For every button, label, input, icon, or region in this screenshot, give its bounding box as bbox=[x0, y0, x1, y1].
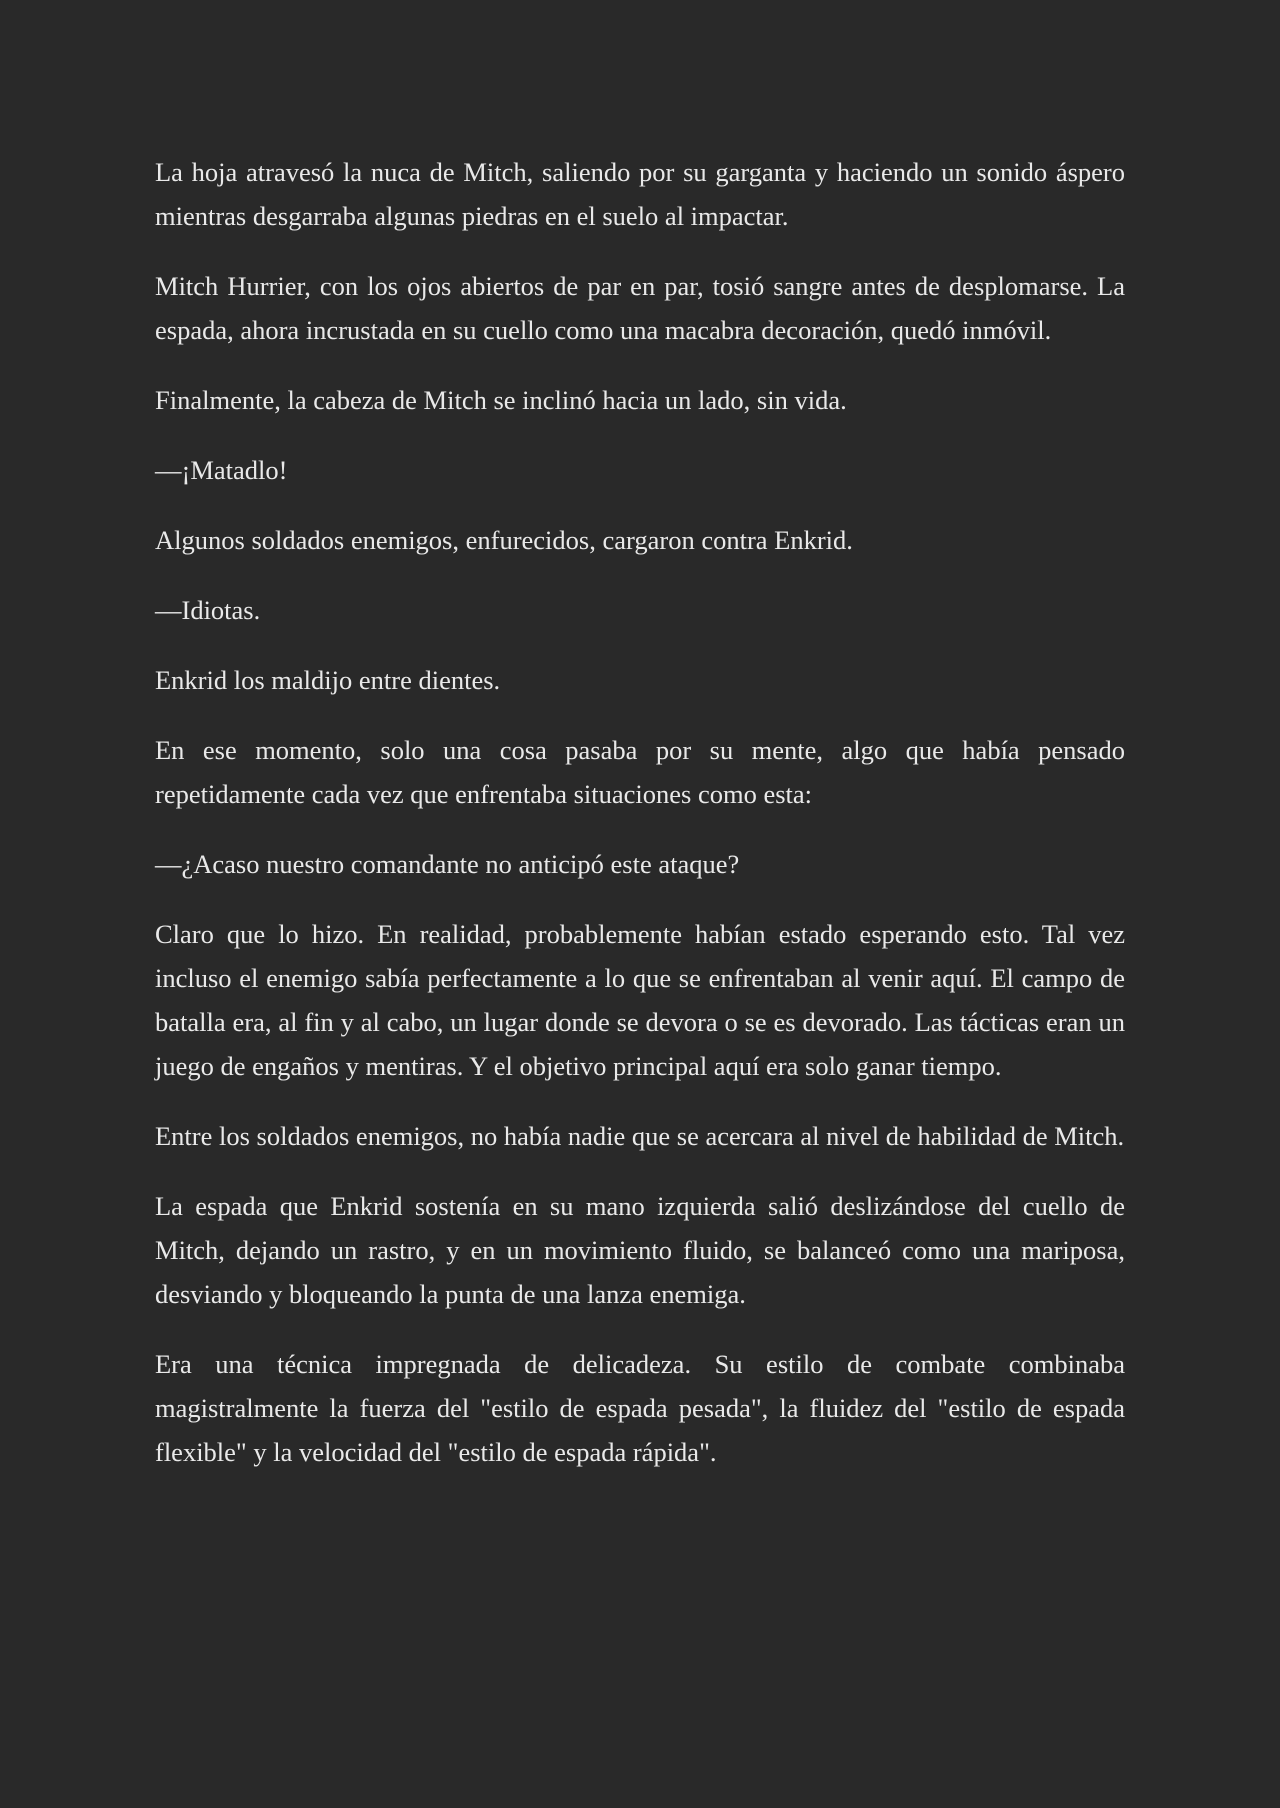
paragraph: Era una técnica impregnada de delicadeza. Su estilo de combate combinaba magistralmente la fuerza del "estilo de espada pesada", la fluidez del "estilo de espada flexible" y la velocidad del "estilo de espada rápida". bbox=[155, 1349, 1125, 1467]
paragraph: La espada que Enkrid sostenía en su mano izquierda salió deslizándose del cuello de Mitch, dejando un rastro, y en un movimiento fluido, se balanceó como una mariposa, desviando y bloqueando la punta de una lanza enemiga. bbox=[155, 1191, 1125, 1309]
paragraph: Algunos soldados enemigos, enfurecidos, cargaron contra Enkrid. bbox=[155, 525, 853, 555]
dialogue-line: —¿Acaso nuestro comandante no anticipó este ataque? bbox=[155, 849, 740, 879]
paragraph: Finalmente, la cabeza de Mitch se inclinó hacia un lado, sin vida. bbox=[155, 385, 847, 415]
paragraph: Entre los soldados enemigos, no había nadie que se acercara al nivel de habilidad de Mitch. bbox=[155, 1121, 1125, 1151]
paragraph: Claro que lo hizo. En realidad, probablemente habían estado esperando esto. Tal vez incluso el enemigo sabía perfectamente a lo que se enfrentaban al venir aquí. El campo de batalla era, al fin y al cabo, un lugar donde se devora o se es devorado. Las tácticas eran un juego de engaños y mentiras. Y el objetivo principal aquí era solo ganar tiempo. bbox=[155, 919, 1125, 1081]
dialogue-line: —Idiotas. bbox=[155, 595, 261, 625]
paragraph: Mitch Hurrier, con los ojos abiertos de par en par, tosió sangre antes de desplomarse. La espada, ahora incrustada en su cuello como una macabra decoración, quedó inmóvil. bbox=[155, 271, 1125, 345]
reader-page bbox=[155, 150, 1125, 1474]
paragraph: Enkrid los maldijo entre dientes. bbox=[155, 665, 501, 695]
dialogue-line: —¡Matadlo! bbox=[155, 455, 288, 485]
paragraph: La hoja atravesó la nuca de Mitch, saliendo por su garganta y haciendo un sonido áspero mientras desgarraba algunas piedras en el suelo al impactar. bbox=[155, 157, 1125, 231]
paragraph: En ese momento, solo una cosa pasaba por su mente, algo que había pensado repetidamente cada vez que enfrentaba situaciones como esta: bbox=[155, 735, 1125, 809]
